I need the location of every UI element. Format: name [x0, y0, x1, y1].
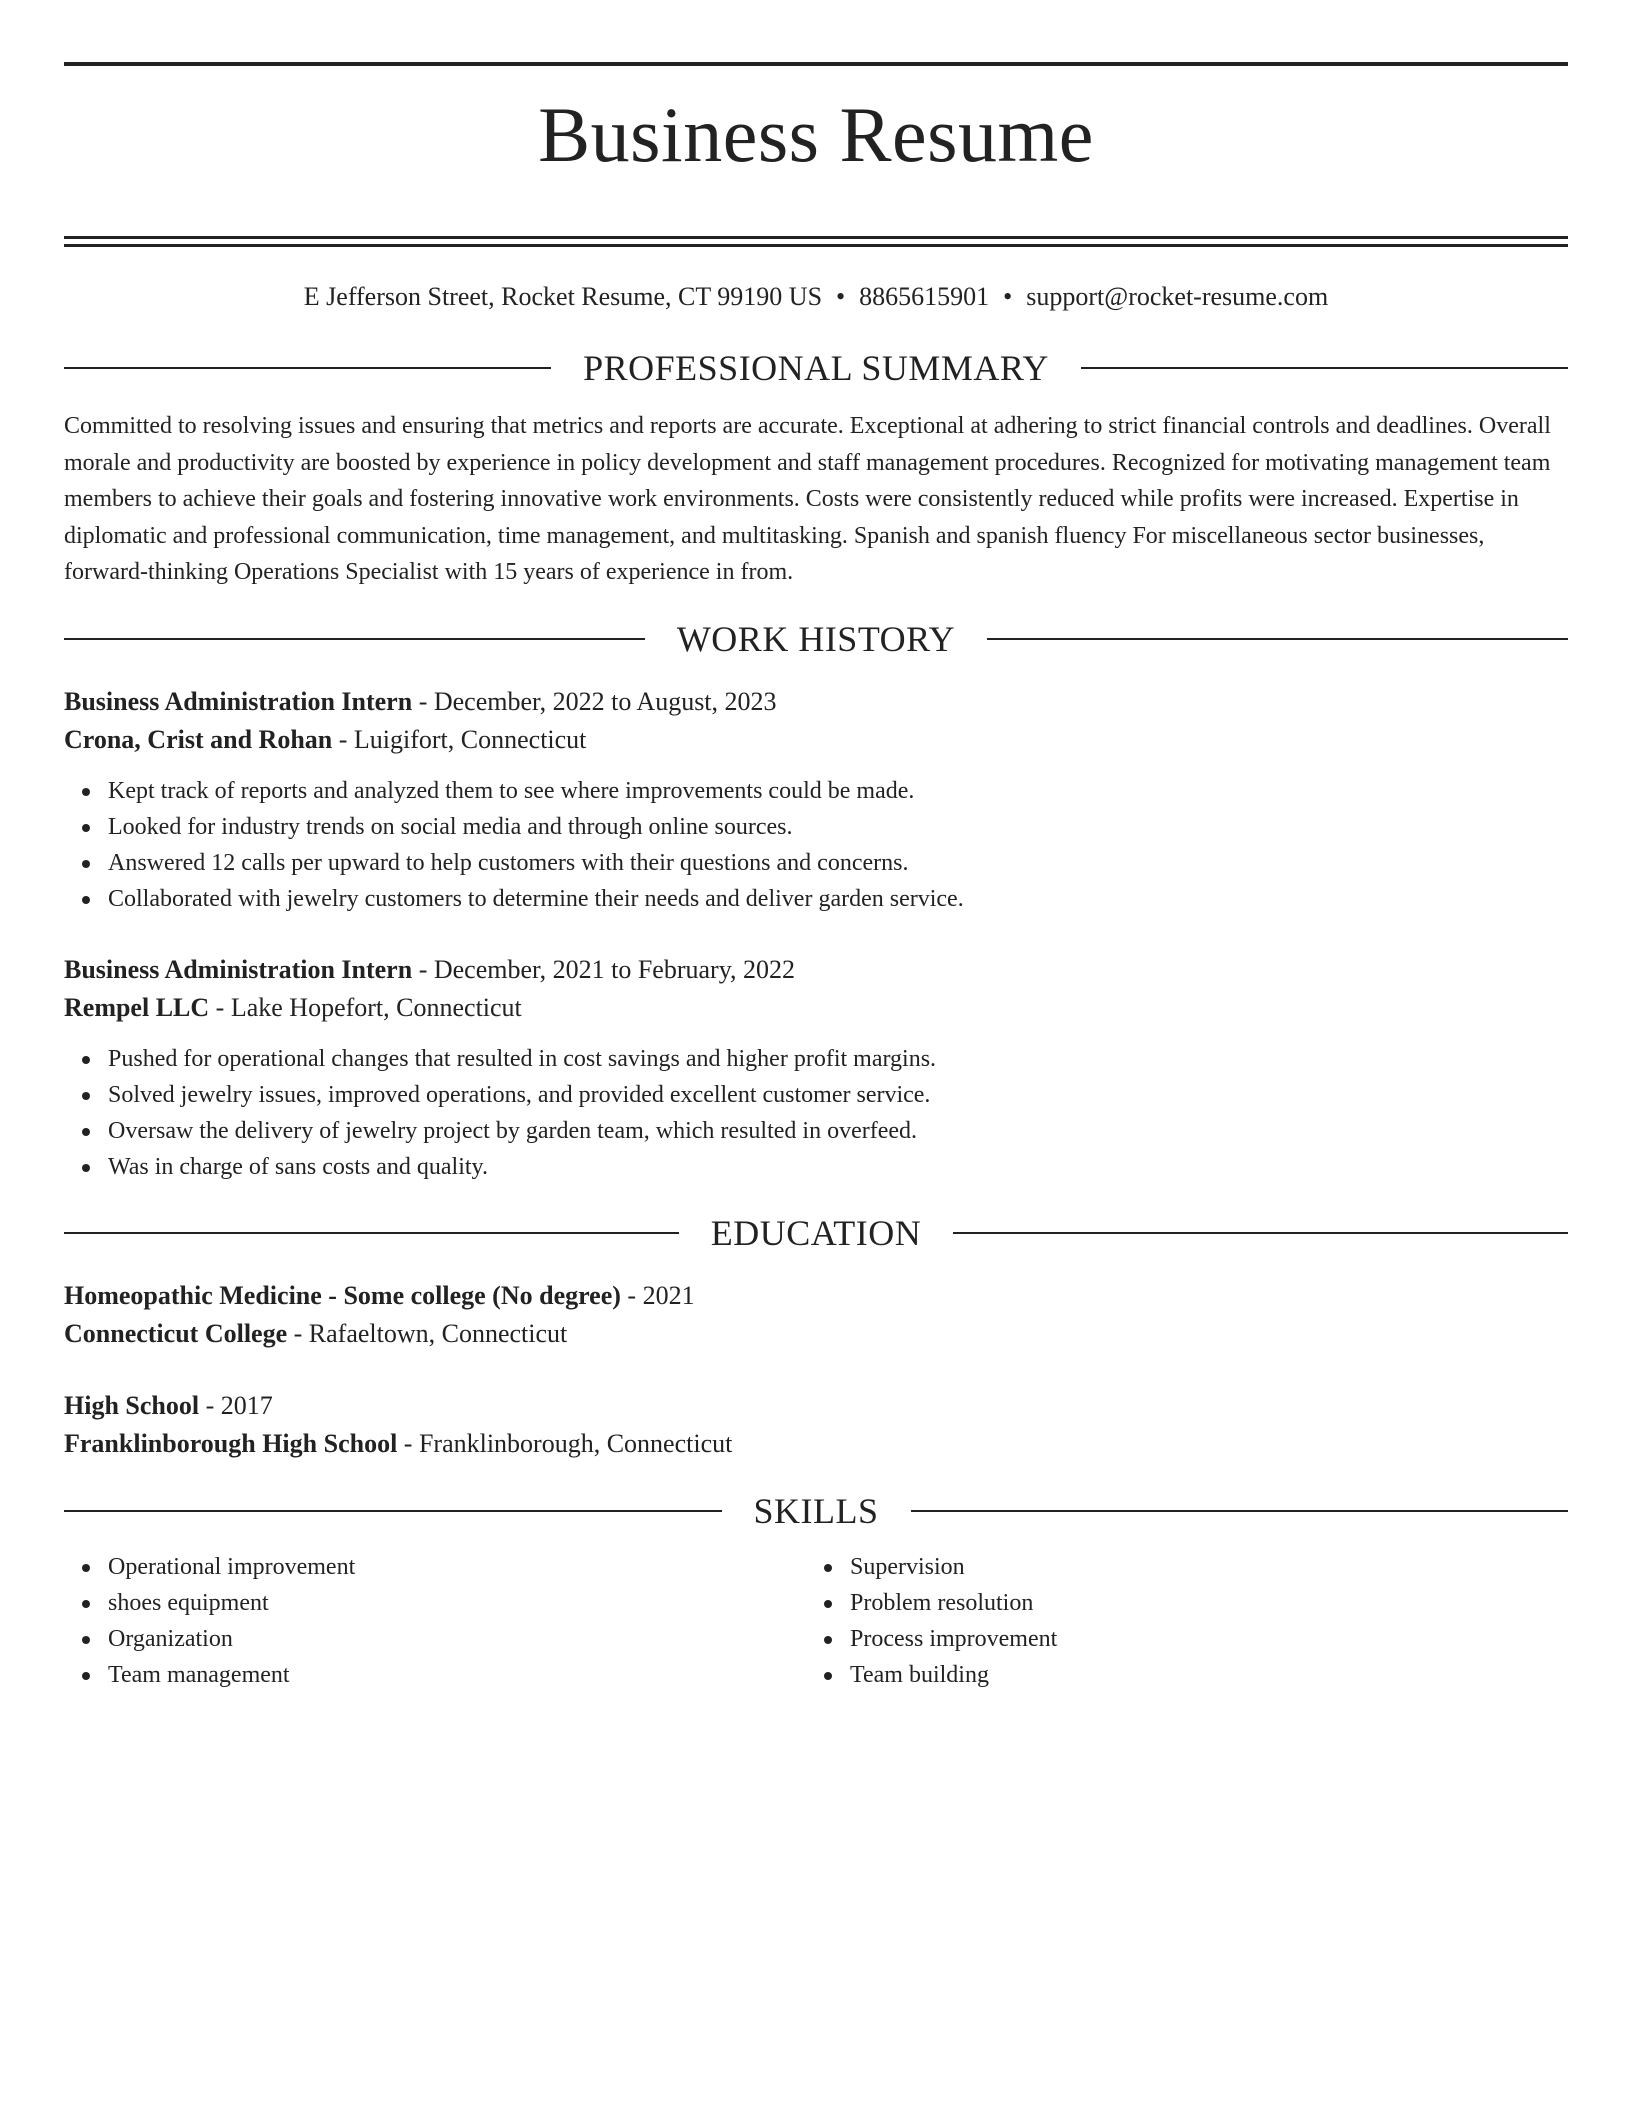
list-item: Answered 12 calls per upward to help customers with their questions and concerns.: [108, 845, 1568, 881]
heading-rule-left: [64, 1232, 679, 1234]
job-title-line: [64, 951, 1568, 989]
skills-columns: [64, 1549, 1568, 1693]
summary-heading: [64, 348, 1568, 389]
contact-line: [64, 281, 1568, 312]
skills-right-list: [806, 1549, 1548, 1693]
summary-text: Committed to resolving issues and ensuring that metrics and reports are accurate. Exceptional at adhering to strict financial controls and deadlines. Overall morale and productivity are boosted by experience in policy development and staff management procedures. Recognized for motivating management team members to achieve their goals and fostering innovative work environments. Costs were consistently reduced while profits were increased. Expertise in diplomatic and professional communication, time management, and multitasking. Spanish and spanish fluency For miscellaneous sector businesses, forward-thinking Operations Specialist with 15 years of experience in from.: [64, 413, 1551, 586]
heading-rule-right: [1081, 367, 1568, 369]
list-item: Process improvement: [850, 1621, 1548, 1657]
list-item: Kept track of reports and analyzed them to see where improvements could be made.: [108, 773, 1568, 809]
job-company: Rempel LLC: [64, 992, 210, 1022]
contact-separator: •: [836, 282, 846, 311]
job-company-line: [64, 721, 1568, 759]
top-rule: [64, 62, 1568, 66]
summary-heading-label: PROFESSIONAL SUMMARY: [583, 348, 1049, 389]
list-item: Solved jewelry issues, improved operations, and provided excellent customer service.: [108, 1077, 1568, 1113]
list-item: Team management: [108, 1657, 806, 1693]
education-location: - Franklinborough, Connecticut: [397, 1428, 733, 1458]
skills-heading-label: SKILLS: [753, 1490, 879, 1531]
skills-heading: [64, 1490, 1568, 1531]
list-item: Was in charge of sans costs and quality.: [108, 1149, 1568, 1185]
contact-address: E Jefferson Street, Rocket Resume, CT 99190 US: [303, 282, 823, 311]
education-entry: [64, 1277, 1568, 1353]
education-heading: [64, 1212, 1568, 1253]
heading-rule-left: [64, 638, 645, 640]
job-entry: [64, 683, 1568, 917]
education-degree-line: [64, 1387, 1568, 1425]
education-school-line: [64, 1315, 1568, 1353]
skills-left-list: [64, 1549, 806, 1693]
heading-rule-right: [911, 1510, 1569, 1512]
heading-rule-right: [953, 1232, 1568, 1234]
list-item: Operational improvement: [108, 1549, 806, 1585]
list-item: Problem resolution: [850, 1585, 1548, 1621]
heading-rule-left: [64, 1510, 722, 1512]
job-role: Business Administration Intern: [64, 954, 413, 984]
job-location: - Luigifort, Connecticut: [332, 724, 587, 754]
list-item: Team building: [850, 1657, 1548, 1693]
contact-phone: 8865615901: [859, 282, 990, 311]
education-entry: [64, 1387, 1568, 1463]
work-heading: [64, 618, 1568, 659]
job-role: Business Administration Intern: [64, 686, 413, 716]
job-dates: - December, 2022 to August, 2023: [412, 686, 777, 716]
education-year: - 2021: [620, 1280, 695, 1310]
education-degree-line: [64, 1277, 1568, 1315]
heading-rule-right: [987, 638, 1568, 640]
list-item: Pushed for operational changes that resulted in cost savings and higher profit margins.: [108, 1041, 1568, 1077]
education-degree: Homeopathic Medicine - Some college (No degree): [64, 1280, 621, 1310]
education-degree: High School: [64, 1390, 200, 1420]
list-item: Oversaw the delivery of jewelry project by garden team, which resulted in overfeed.: [108, 1113, 1568, 1149]
contact-email: support@rocket-resume.com: [1026, 282, 1329, 311]
job-bullets: [64, 773, 1568, 917]
education-school: Franklinborough High School: [64, 1428, 398, 1458]
education-heading-label: EDUCATION: [710, 1212, 922, 1253]
job-bullets: [64, 1041, 1568, 1185]
work-heading-label: WORK HISTORY: [676, 618, 956, 659]
contact-separator: •: [1003, 282, 1013, 311]
job-location: - Lake Hopefort, Connecticut: [209, 992, 522, 1022]
heading-rule-left: [64, 367, 551, 369]
job-title-line: [64, 683, 1568, 721]
list-item: shoes equipment: [108, 1585, 806, 1621]
list-item: Supervision: [850, 1549, 1548, 1585]
job-entry: [64, 951, 1568, 1185]
education-year: - 2017: [199, 1390, 273, 1420]
list-item: Organization: [108, 1621, 806, 1657]
list-item: Collaborated with jewelry customers to determine their needs and deliver garden service.: [108, 881, 1568, 917]
job-company: Crona, Crist and Rohan: [64, 724, 333, 754]
page-title: Business Resume: [538, 91, 1094, 178]
job-dates: - December, 2021 to February, 2022: [412, 954, 796, 984]
job-company-line: [64, 989, 1568, 1027]
education-school-line: [64, 1425, 1568, 1463]
education-school: Connecticut College: [64, 1318, 288, 1348]
list-item: Looked for industry trends on social media and through online sources.: [108, 809, 1568, 845]
education-location: - Rafaeltown, Connecticut: [287, 1318, 568, 1348]
title-double-rule: [64, 236, 1568, 247]
